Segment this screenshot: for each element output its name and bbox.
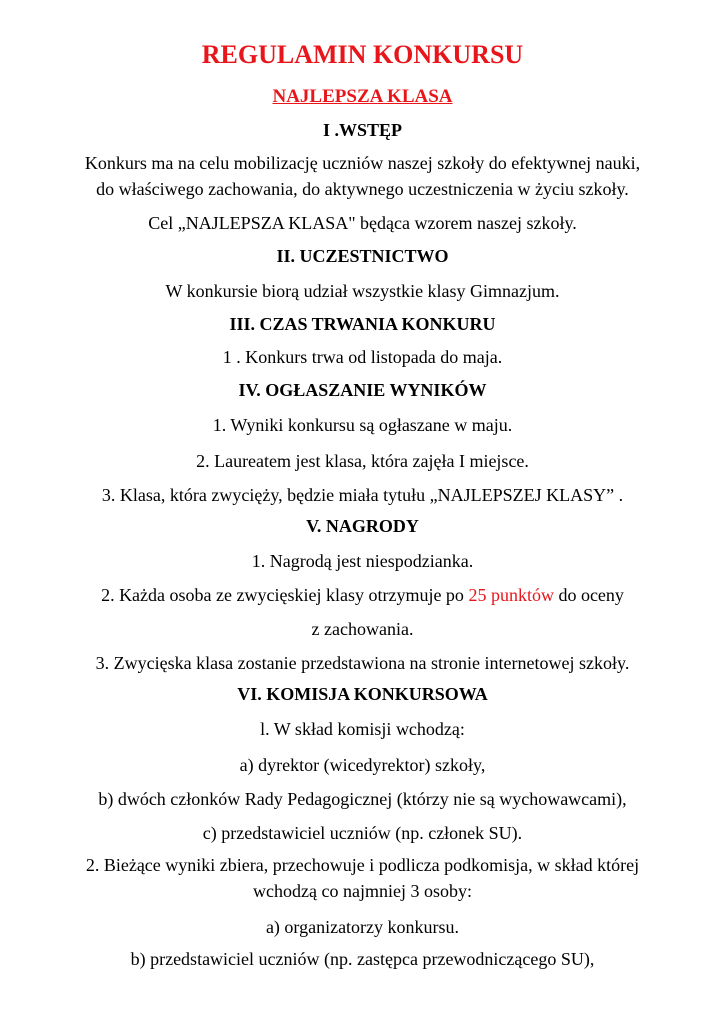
intro-paragraph-line-2: do właściwego zachowania, do aktywnego uczestniczenia w życiu szkoły. bbox=[96, 179, 629, 199]
document-subtitle: NAJLEPSZA KLASA bbox=[272, 86, 453, 107]
prizes-item-1: 1. Nagrodą jest niespodzianka. bbox=[251, 551, 474, 571]
commission-item-1: l. W skład komisji wchodzą: bbox=[260, 719, 465, 739]
duration-text: 1 . Konkurs trwa od listopada do maja. bbox=[222, 347, 503, 367]
section-heading-commission: VI. KOMISJA KONKURSOWA bbox=[237, 684, 488, 704]
commission-item-1b: b) dwóch członków Rady Pedagogicznej (którzy nie są wychowawcami), bbox=[98, 789, 627, 809]
results-item-2: 2. Laureatem jest klasa, która zajęła I miejsce. bbox=[196, 451, 529, 471]
results-item-3: 3. Klasa, która zwycięży, będzie miała tytułu „NAJLEPSZEJ KLASY” . bbox=[101, 485, 624, 505]
intro-goal: Cel „NAJLEPSZA KLASA" będąca wzorem naszej szkoły. bbox=[148, 213, 577, 233]
prizes-item-2-start: 2. Każda osoba ze zwycięskiej klasy otrzymuje po bbox=[101, 585, 469, 605]
intro-paragraph-line-1: Konkurs ma na celu mobilizację uczniów naszej szkoły do efektywnej nauki, bbox=[84, 153, 641, 173]
participation-text: W konkursie biorą udział wszystkie klasy Gimnazjum. bbox=[165, 281, 560, 301]
points-highlight: 25 punktów bbox=[468, 585, 554, 605]
section-heading-participation: II. UCZESTNICTWO bbox=[276, 246, 449, 266]
commission-item-2-line-2: wchodzą co najmniej 3 osoby: bbox=[253, 881, 472, 901]
prizes-item-2-continuation: z zachowania. bbox=[311, 619, 414, 639]
commission-item-2b: b) przedstawiciel uczniów (np. zastępca przewodniczącego SU), bbox=[130, 949, 595, 969]
document-title: REGULAMIN KONKURSU bbox=[201, 40, 524, 69]
prizes-item-3: 3. Zwycięska klasa zostanie przedstawiona na stronie internetowej szkoły. bbox=[95, 653, 630, 673]
commission-item-1a: a) dyrektor (wicedyrektor) szkoły, bbox=[239, 755, 486, 775]
prizes-item-2 bbox=[0, 582, 725, 608]
section-heading-prizes: V. NAGRODY bbox=[306, 516, 419, 536]
prizes-item-2-end: do oceny bbox=[553, 585, 624, 605]
section-heading-duration: III. CZAS TRWANIA KONKURU bbox=[229, 314, 496, 334]
commission-item-1c: c) przedstawiciel uczniów (np. członek SU). bbox=[202, 823, 523, 843]
section-heading-intro: I .WSTĘP bbox=[322, 120, 403, 140]
commission-item-2-line-1: 2. Bieżące wyniki zbiera, przechowuje i podlicza podkomisja, w skład której bbox=[85, 855, 640, 875]
results-item-1: 1. Wyniki konkursu są ogłaszane w maju. bbox=[212, 415, 513, 435]
commission-item-2a: a) organizatorzy konkursu. bbox=[265, 917, 460, 937]
section-heading-results: IV. OGŁASZANIE WYNIKÓW bbox=[238, 380, 487, 400]
